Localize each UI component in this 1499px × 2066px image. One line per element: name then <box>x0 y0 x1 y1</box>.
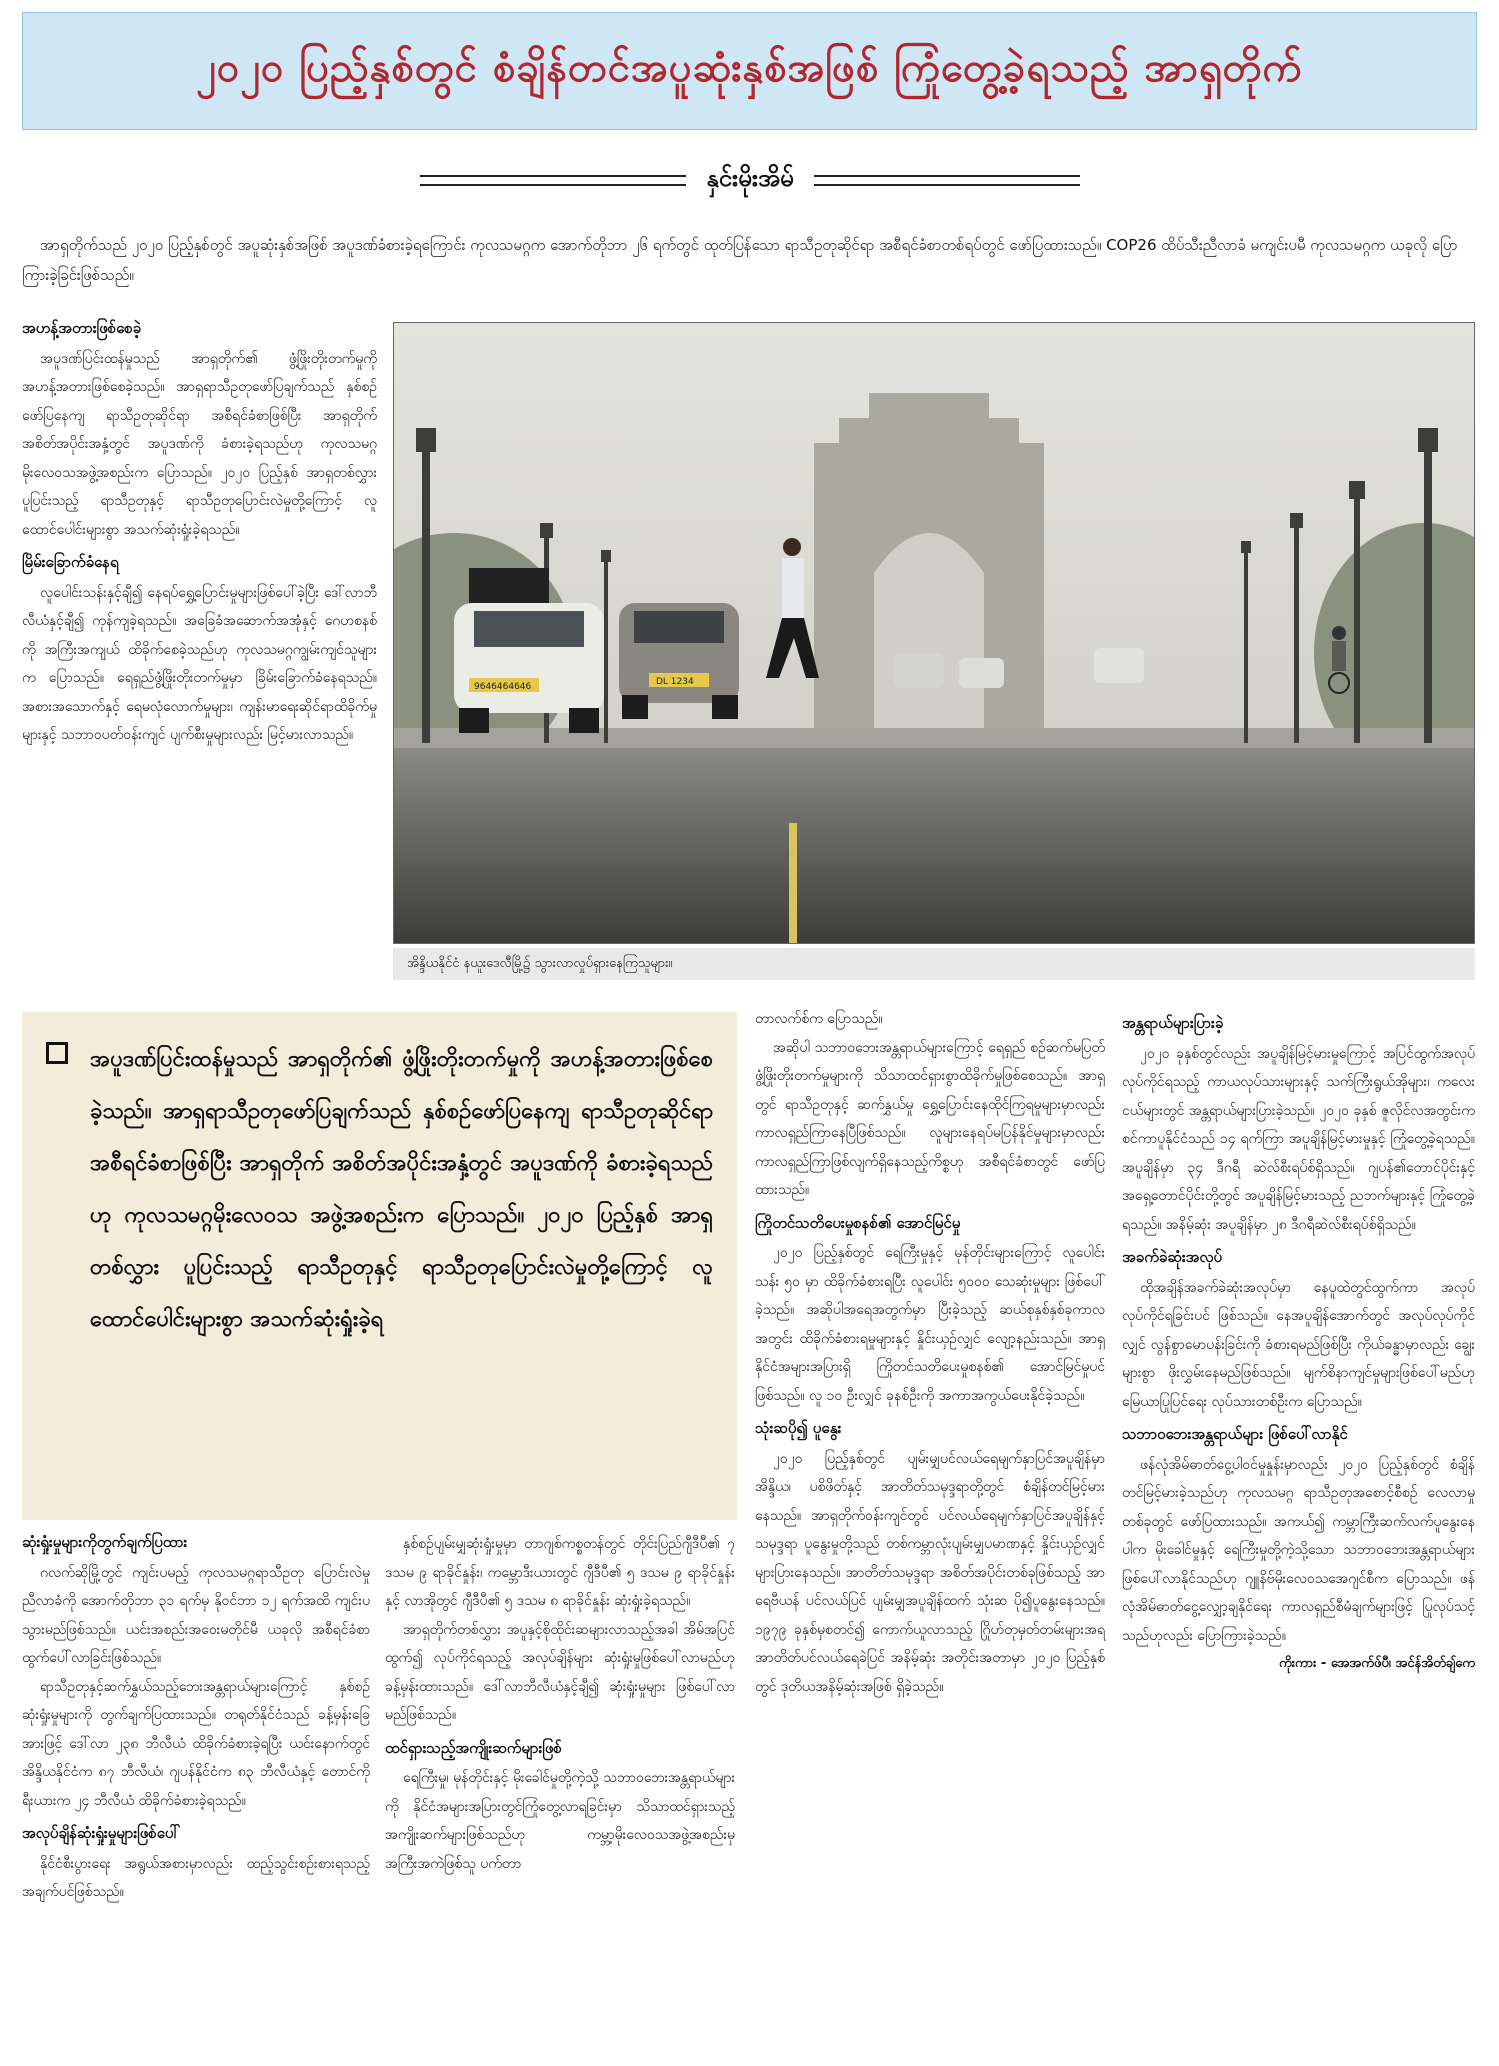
paragraph: အပူဒဏ်ပြင်းထန်မှုသည် အာရှတိုက်၏ ဖွံ့ဖြိုးတိုးတက်မှုကို အဟန့်အတားဖြစ်စေခဲ့သည်။ အာရှရာသီဥတုဖော်ပြချက်သည် နှစ်စဉ်ဖော်ပြနေကျ ရာသီဥတုဆိုင်ရာ အစီရင်ခံစာဖြစ်ပြီး အာရှတိုက်အစိတ်အပိုင်းအနှံ့တွင် အပူဒဏ်ကို ခံစားခဲ့ရသည်ဟု ကုလသမဂ္ဂ မိုးလေဝသအဖွဲ့အစည်းက ပြောသည်။ ၂၀၂၀ ပြည့်နှစ် အာရှတစ်လွှား ပူပြင်းသည့် ရာသီဥတုနှင့် ရာသီဥတုပြောင်းလဲမှုတို့ကြောင့် လူထောင်ပေါင်းများစွာ အသက်ဆုံးရှုံးခဲ့ရသည်။ <box>22 350 377 538</box>
column-right <box>1122 1005 1475 1679</box>
pull-quote <box>22 1012 737 1520</box>
paragraph: ထိုအချိန်အခက်ခဲဆုံးအလုပ်မှာ နေပူထဲတွင်ထွက်ကာ အလုပ်လုပ်ကိုင်ရခြင်းပင် ဖြစ်သည်။ နေအပူချိန်အောက်တွင် အလုပ်လုပ်ကိုင်လျှင် လွန်စွာမောပန်းခြင်းကို ခံစားရမည်ဖြစ်ပြီး ကိုယ်ခန္ဓာမှာလည်း ချွေးများစွာ ဖိုးလွှမ်းနေမည်ဖြစ်သည်။ မျက်စိနာကျင်မှုများဖြစ်ပေါ်မည်ဟု မြေယာပြုပြင်ရေး လုပ်သားတစ်ဦးက ပြောသည်။ <box>1122 1279 1475 1410</box>
paragraph: လူပေါင်းသန်းနှင့်ချီ၍ နေရပ်ရွှေ့ပြောင်းမှုများဖြစ်ပေါ်ခဲ့ပြီး ဒေါ်လာဘီလီယံနှင့်ချီ၍ ကုန်ကျခဲ့ရသည်။ အခြေခံအဆောက်အအုံနှင့် ဂေဟစနစ်ကို အကြီးအကျယ် ထိခိုက်စေခဲ့သည်ဟု ကုလသမဂ္ဂကျွမ်းကျင်သူများက ပြောသည်။ ရေရှည်ဖွံ့ဖြိုးတိုးတက်မှုမှာ ခြိမ်းခြောက်ခံနေရသည်။ အစားအသောက်နှင့် ရေမလုံလောက်မှုများ၊ ကျန်းမာရေးဆိုင်ရာထိခိုက်မှုများနှင့် သဘာဝပတ်ဝန်းကျင် ပျက်စီးမှုများလည်း မြင့်မားလာသည်။ <box>22 584 377 743</box>
headline: ၂၀၂၀ ပြည့်နှစ်တွင် စံချိန်တင်အပူဆုံးနှစ်အဖြစ် ကြုံတွေ့ခဲ့ရသည့် အာရှတိုက် <box>196 44 1303 91</box>
column-left-top <box>22 310 377 750</box>
paragraph: ဂလက်ဆိုမြို့တွင် ကျင်းပမည့် ကုလသမဂ္ဂရာသီဥတု ပြောင်းလဲမှုညီလာခံကို အောက်တိုဘာ ၃၁ ရက်မှ နိုဝင်ဘာ ၁၂ ရက်အထိ ကျင်းပသွားမည်ဖြစ်သည်။ ယင်းအစည်းအဝေးမတိုင်မီ ယခုလို အစီရင်ခံစာ ထွက်ပေါ်လာခြင်းဖြစ်သည်။ <box>22 1564 370 1666</box>
paragraph: တာလက်စ်က ပြောသည်။ <box>755 1011 883 1027</box>
photo-caption: အိန္ဒိယနိုင်ငံ နယူးဒေလီမြို့၌ သွားလာလှုပ်ရှားနေကြသူများ။ <box>393 948 1475 980</box>
author-name: နှင်းမိုးအိမ် <box>706 164 794 192</box>
paragraph: နိုင်ငံစီးပွားရေး အရွယ်အစားမှာလည်း ထည့်သွင်းစဉ်းစားရသည့် အချက်ပင်ဖြစ်သည်။ <box>22 1855 370 1900</box>
subheading: သုံးဆပို၍ ပူနွေး <box>755 1419 842 1437</box>
column-bottom-left <box>22 1524 370 1907</box>
intro-paragraph: အာရှတိုက်သည် ၂၀၂၀ ပြည့်နှစ်တွင် အပူဆုံးနှစ်အဖြစ် အပူဒဏ်ခံစားခဲ့ရကြောင်း ကုလသမဂ္ဂက အောက်တိုဘာ ၂၆ ရက်တွင် ထုတ်ပြန်သော ရာသီဥတုဆိုင်ရာ အစီရင်ခံစာတစ်ရပ်တွင် ဖော်ပြထားသည်။ COP26 ထိပ်သီးညီလာခံ မကျင်းပမီ ကုလသမဂ္ဂက ယခုလို ပြောကြားခဲ့ခြင်းဖြစ်သည်။ <box>22 236 1458 284</box>
subheading: ကြိုတင်သတိပေးမှုစနစ်၏ အောင်မြင်မှု <box>755 1213 961 1232</box>
license-plate-left: 9646464646 <box>474 682 532 692</box>
subheading: အဟန့်အတားဖြစ်စေခဲ့ <box>22 319 142 337</box>
byline-rule-right <box>814 175 1080 186</box>
column-bottom-center <box>385 1530 735 1878</box>
subheading: သဘာဝဘေးအန္တရာယ်များ ဖြစ်ပေါ်လာနိုင် <box>1122 1425 1348 1443</box>
subheading: အခက်ခဲဆုံးအလုပ် <box>1122 1248 1223 1266</box>
source-credit: ကိုးကား - အေအက်ဖ်ပီ၊ အင်န်အိတ်ချ်ကေ <box>1278 1656 1475 1671</box>
paragraph: အဆိုပါ သဘာဝဘေးအန္တရာယ်များကြောင့် ရေရှည် စဉ်ဆက်မပြတ် ဖွံ့ဖြိုးတိုးတက်မှုများကို သိသာထင်ရှားစွာထိခိုက်မှုဖြစ်စေသည်။ အာရှတွင် ရာသီဥတုနှင့် ဆက်နွှယ်မှု ရွှေ့ပြောင်းနေထိုင်ကြရမှုများမှာလည်း ကာလရှည်ကြာနေပြီဖြစ်သည်။ လူများနေရပ်မပြန်နိုင်မှုများမှာလည်း ကာလရှည်ကြာဖြစ်လျက်ရှိနေသည့်ကိစ္စဟု အစီရင်ခံစာတွင် ဖော်ပြထားသည်။ <box>755 1039 1105 1198</box>
subheading: အန္တရာယ်များပြားခဲ့ <box>1122 1014 1224 1032</box>
paragraph: ရာသီဥတုနှင့်ဆက်နွှယ်သည့်ဘေးအန္တရာယ်များကြောင့် နှစ်စဉ်ဆုံးရှုံးမှုများကို တွက်ချက်ပြထားသည်။ တရုတ်နိုင်ငံသည် ခန့်မှန်းခြေအားဖြင့် ဒေါ်လာ ၂၃၈ ဘီလီယံ ထိခိုက်ခံစားခဲ့ရပြီး ယင်းနောက်တွင် အိန္ဒိယနိုင်ငံက ၈၇ ဘီလီယံ၊ ဂျပန်နိုင်ငံက ၈၃ ဘီလီယံနှင့် တောင်ကိုရီးယားက ၂၄ ဘီလီယံ ထိခိုက်ခံစားခဲ့ရသည်။ <box>22 1678 370 1809</box>
subheading: မြိမ်းခြောက်ခံနေရ <box>22 553 119 571</box>
subheading: အလုပ်ချိန်ဆုံးရှုံးမှုများဖြစ်ပေါ် <box>22 1824 181 1842</box>
new-delhi-street-photo <box>394 323 1475 944</box>
paragraph: ဖန်လုံအိမ်ဓာတ်ငွေ့ပါဝင်မှုနှုန်းမှာလည်း ၂၀၂၀ ပြည့်နှစ်တွင် စံချိန်တင်မြင့်မားခဲ့သည်ဟု ကုလသမဂ္ဂ ရာသီဥတုအစောင့်စီစဉ် လေလာမှုတစ်ခုတွင် ဖော်ပြထားသည်။ အကယ်၍ ကမ္ဘာကြီးဆက်လက်ပူနွေးနေပါက မိုးခေါင်မှုနှင့် ရေကြီးမှုတို့ကဲ့သို့သော သဘာဝဘေးအန္တရာယ်များဖြစ်ပေါ်လာနိုင်သည်ဟု ဂျူနိဗ်မိုးလေဝသအေဂျင်စီက ပြောသည်။ ဖန်လုံအိမ်ဓာတ်ငွေ့လျှော့ချနိုင်ရေး ကာလရှည်စီမံချက်များဖြင့် ပြုလုပ်သင့်သည်ဟုလည်း ပြောကြားခဲ့သည်။ <box>1122 1456 1475 1644</box>
paragraph: ၂၀၂၀ ပြည့်နှစ်တွင် ပျမ်းမျှပင်လယ်ရေမျက်နှာပြင်အပူချိန်မှာ အိန္ဒိယ၊ ပစိဖိတ်နှင့် အာတိတ်သမုဒ္ဒရာတို့တွင် စံချိန်တင်မြင့်မားနေသည်။ အာရှတိုက်ဝန်းကျင်တွင် ပင်လယ်ရေမျက်နှာပြင်အပူချိန်နှင့် သမုဒ္ဒရာ ပူနွေးမှုတို့သည် တစ်ကမ္ဘာလုံးပျမ်းမျှပမာဏနှင့် နှိုင်းယှဉ်လျှင် များပြားနေသည်။ အာတိတ်သမုဒ္ဒရာ အစိတ်အပိုင်းတစ်ခုဖြစ်သည့် အာရေဗီယန် ပင်လယ်ပြင် ပျမ်းမျှအပူချိန်ထက် သုံးဆ ပို၍ပူနွေးနေသည်။ ၁၉၇၉ ခုနှစ်မှစတင်၍ ကောက်ယူလာသည့် ဂြိုဟ်တုမှတ်တမ်းများအရ အာတိတ်ပင်လယ်ရေခဲပြင် အနိမ့်ဆုံး အတိုင်းအတာမှာ ၂၀၂၀ ပြည့်နှစ်တွင် ဒုတိယအနိမ့်ဆုံးအဖြစ် ရှိခဲ့သည်။ <box>755 1450 1105 1695</box>
headline-banner <box>22 12 1477 130</box>
byline-rule-left <box>420 175 686 186</box>
paragraph: ရေကြီးမှု၊ မုန်တိုင်းနှင့် မိုးခေါင်မှုတို့ကဲ့သို့ သဘာဝဘေးအန္တရာယ်များကို နိုင်ငံအများအပြားတွင်ကြုံတွေ့လာရခြင်းမှာ သိသာထင်ရှားသည့် အကျိုးဆက်များဖြစ်သည်ဟု ကမ္ဘာ့မိုးလေဝသအဖွဲ့အစည်းမှ အကြီးအကဲဖြစ်သူ ပက်တာ <box>385 1770 735 1872</box>
paragraph: ၂၀၂၀ ခုနှစ်တွင်လည်း အပူချိန်မြင့်မားမှုကြောင့် အပြင်ထွက်အလုပ်လုပ်ကိုင်ရသည့် ကာယလုပ်သားများနှင့် သက်ကြီးရွယ်အိုများ၊ ကလေးငယ်များတွင် အန္တရာယ်များပြားခဲ့သည်။ ၂၀၂၀ ခုနှစ် ဇူလိုင်လအတွင်းက စင်ကာပူနိုင်ငံသည် ၁၄ ရက်ကြာ အပူချိန်မြင့်မားမှုနှင့် ကြုံတွေ့ခဲ့ရသည်။ အပူချိန်မှာ ၃၄ ဒီဂရီ ဆဲလ်စီးရပ်စ်ရှိသည်။ ဂျပန်၏တောင်ပိုင်းနှင့် အရှေ့တောင်ပိုင်းတို့တွင် အပူချိန်မြင့်မားသည့် ညဘက်များနှင့် ကြုံတွေ့ခဲ့ရသည်။ အနိမ့်ဆုံး အပူချိန်မှာ ၂၈ ဒီဂရီဆဲလ်စီးရပ်စ်ရှိသည်။ <box>1122 1045 1475 1233</box>
column-middle <box>755 1005 1105 1701</box>
subheading: ထင်ရှားသည့်အကျိုးဆက်များဖြစ် <box>385 1738 562 1757</box>
license-plate-right: DL 1234 <box>656 677 694 687</box>
news-photo <box>393 322 1475 944</box>
paragraph: ၂၀၂၀ ပြည့်နှစ်တွင် ရေကြီးမှုနှင့် မုန်တိုင်းများကြောင့် လူပေါင်း သန်း ၅၀ မှာ ထိခိုက်ခံစားရပြီး လူပေါင်း ၅၀၀၀ သေဆုံးမှုများ ဖြစ်ပေါ်ခဲ့သည်။ အဆိုပါအရေအတွက်မှာ ပြီးခဲ့သည့် ဆယ်စုနှစ်နှစ်ခုကာလအတွင်း ထိခိုက်ခံစားရမှုများနှင့် နှိုင်းယှဉ်လျှင် လျော့နည်းသည်။ အာရှနိုင်ငံအများအပြားရှိ ကြိုတင်သတိပေးမှုစနစ်၏ အောင်မြင်မှုပင် ဖြစ်သည်။ လူ ၁၀ ဦးလျှင် ခုနစ်ဦးကို အကာအကွယ်ပေးနိုင်ခဲ့သည်။ <box>755 1245 1105 1404</box>
pull-quote-text: အပူဒဏ်ပြင်းထန်မှုသည် အာရှတိုက်၏ ဖွံ့ဖြိုးတိုးတက်မှုကို အဟန့်အတားဖြစ်စေခဲ့သည်။ အာရှရာသီဥတုဖော်ပြချက်သည် နှစ်စဉ်ဖော်ပြနေကျ ရာသီဥတုဆိုင်ရာ အစီရင်ခံစာဖြစ်ပြီး အာရှတိုက် အစိတ်အပိုင်းအနှံ့တွင် အပူဒဏ်ကို ခံစားခဲ့ရသည်ဟု ကုလသမဂ္ဂမိုးလေဝသ အဖွဲ့အစည်းက ပြောသည်။ ၂၀၂၀ ပြည့်နှစ် အာရှတစ်လွှား ပူပြင်းသည့် ရာသီဥတုနှင့် ရာသီဥတုပြောင်းလဲမှုတို့ကြောင့် လူထောင်ပေါင်းများစွာ အသက်ဆုံးရှုံးခဲ့ရ <box>90 1047 713 1332</box>
quote-checkbox-icon <box>46 1042 68 1064</box>
subheading: ဆုံးရှုံးမှုများကိုတွက်ချက်ပြထား <box>22 1533 188 1551</box>
paragraph: အာရှတိုက်တစ်လွှား အပူနှင့်စိုထိုင်းဆများလာသည့်အခါ အိမ်အပြင်ထွက်၍ လုပ်ကိုင်ရသည့် အလုပ်ချိန်များ ဆုံးရှုံးမှုဖြစ်ပေါ်လာမည်ဟု ခန့်မှန်းထားသည်။ ဒေါ်လာဘီလီယံနှင့်ချီ၍ ဆုံးရှုံးမှုများ ဖြစ်ပေါ်လာမည်ဖြစ်သည်။ <box>385 1621 735 1723</box>
byline <box>420 160 1080 200</box>
paragraph: နှစ်စဉ်ပျမ်းမျှဆုံးရှုံးမှုမှာ တာဂျစ်ကစ္စတန်တွင် တိုင်းပြည်ဂျီဒီပီ၏ ၇ ဒသမ ၉ ရာခိုင်နှုန်း၊ ကမ္ဘောဒီးယားတွင် ဂျီဒီပီ၏ ၅ ဒသမ ၉ ရာခိုင်နှုန်းနှင့် လာအိုတွင် ဂျီဒီပီ၏ ၅ ဒသမ ၈ ရာခိုင်နှုန်း ဆုံးရှုံးခဲ့ရသည်။ <box>385 1536 735 1609</box>
